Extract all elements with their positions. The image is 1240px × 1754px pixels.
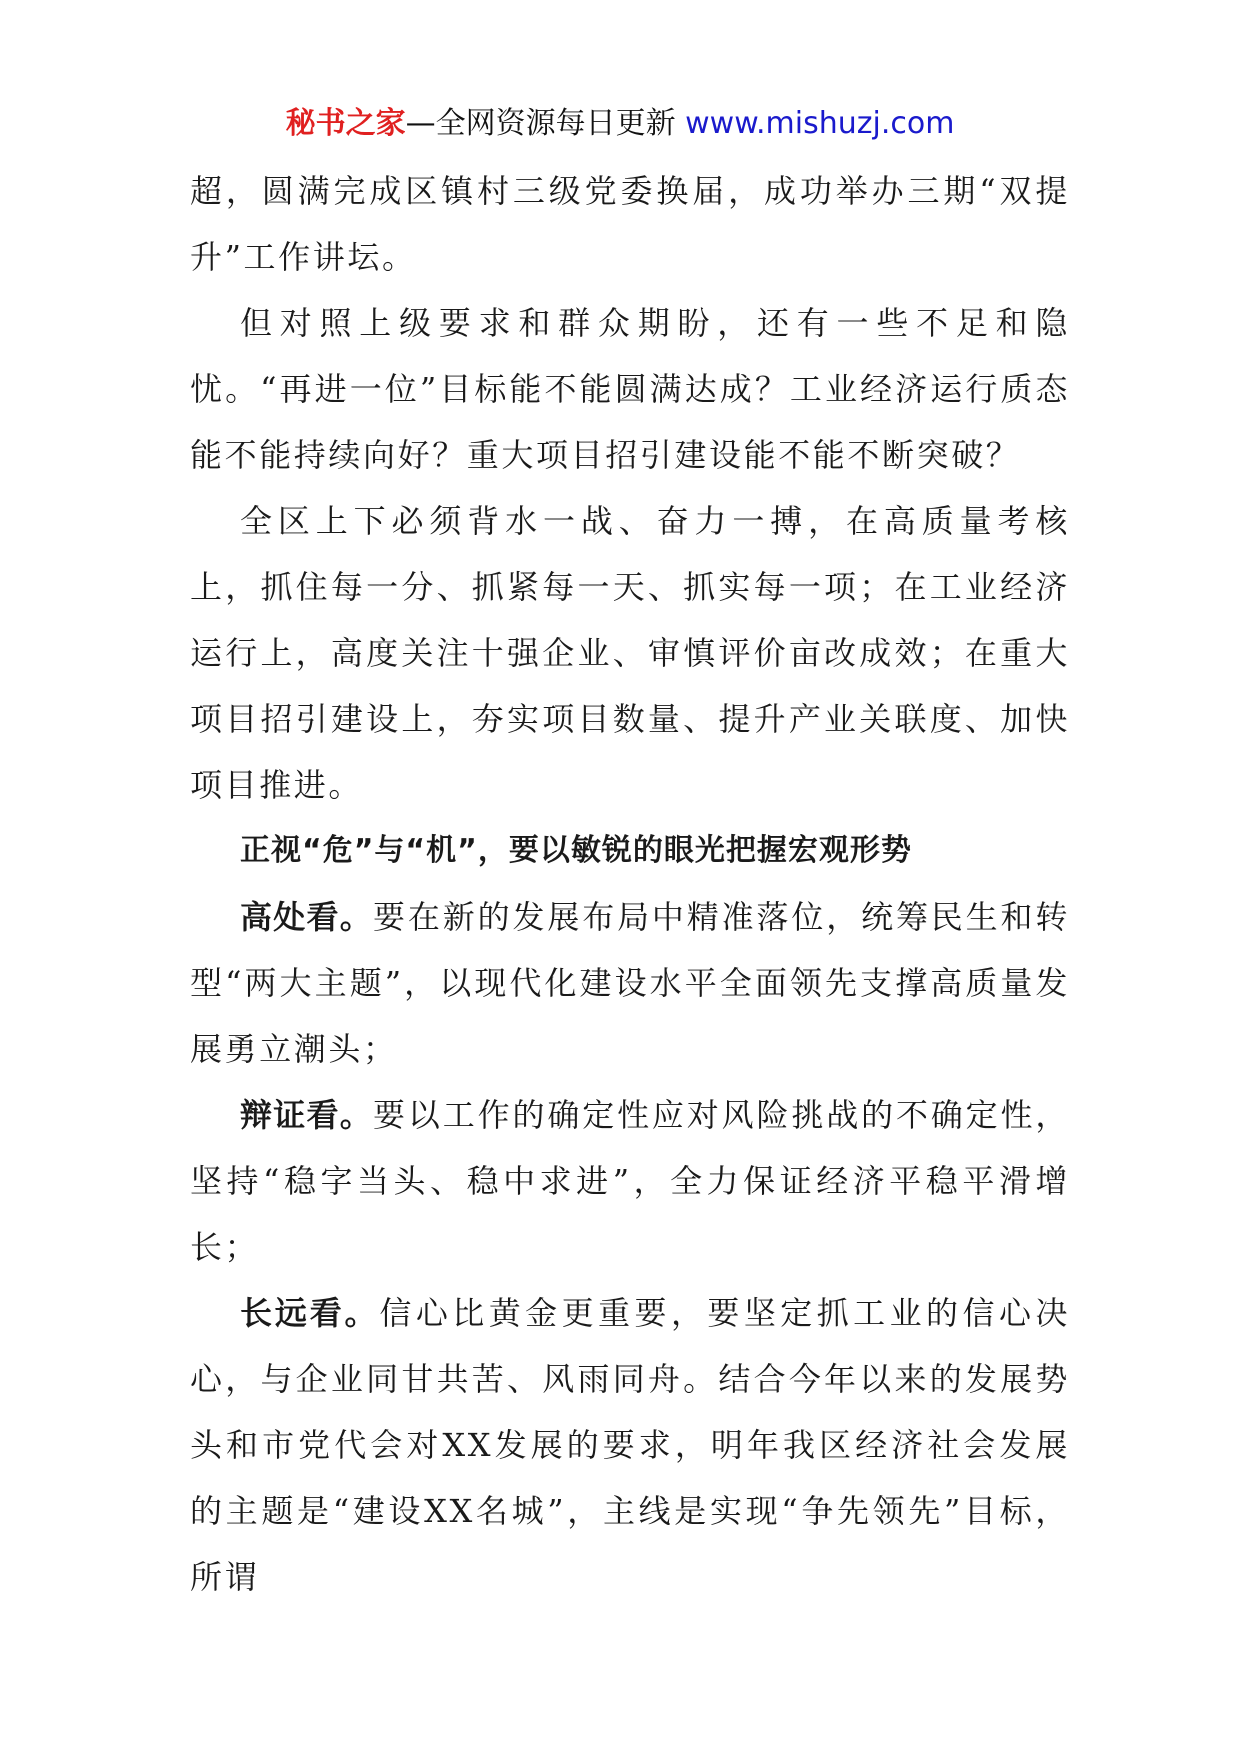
paragraph-continued: 超，圆满完成区镇村三级党委换届，成功举办三期“双提升”工作讲坛。 [190, 172, 1070, 276]
page-header [0, 100, 1240, 148]
paragraph-text-dialectical-view: 要以工作的确定性应对风险挑战的不确定性，坚持“稳字当头、稳中求进”，全力保证经济平稳平滑增长； [190, 1096, 1070, 1266]
paragraph-shortcomings: 但对照上级要求和群众期盼，还有一些不足和隐忧。“再进一位”目标能不能圆满达成？工业经济运行质态能不能持续向好？重大项目招引建设能不能不断突破？ [190, 304, 1070, 474]
paragraph-lead-long-term-view: 长远看。 [240, 1294, 380, 1332]
section-heading: 正视“危”与“机”，要以敏锐的眼光把握宏观形势 [240, 833, 912, 868]
paragraph-all-out-effort: 全区上下必须背水一战、奋力一搏，在高质量考核上，抓住每一分、抓紧每一天、抓实每一项；在工业经济运行上，高度关注十强企业、审慎评价亩改成效；在重大项目招引建设上，夯实项目数量、提升产业关联度、加快项目推进。 [190, 502, 1070, 804]
paragraph-lead-high-view: 高处看。 [240, 898, 374, 936]
document-body [190, 158, 1070, 1610]
paragraph-text-high-view: 要在新的发展布局中精准落位，统筹民生和转型“两大主题”，以现代化建设水平全面领先支撑高质量发展勇立潮头； [190, 898, 1070, 1068]
paragraph-text-long-term-view: 信心比黄金更重要，要坚定抓工业的信心决心，与企业同甘共苦、风雨同舟。结合今年以来的发展势头和市党代会对XX发展的要求，明年我区经济社会发展的主题是“建设XX名城”，主线是实现“争先领先”目标，所谓 [190, 1294, 1070, 1596]
paragraph-dialectical-view [190, 1082, 1070, 1280]
site-brand: 秘书之家 [285, 106, 406, 141]
paragraph-long-term-view [190, 1280, 1070, 1610]
paragraph-lead-dialectical-view: 辩证看。 [240, 1096, 374, 1134]
paragraph-high-view [190, 884, 1070, 1082]
site-url-link[interactable]: www.mishuzj.com [685, 106, 955, 141]
site-tagline: —全网资源每日更新 [405, 106, 686, 141]
